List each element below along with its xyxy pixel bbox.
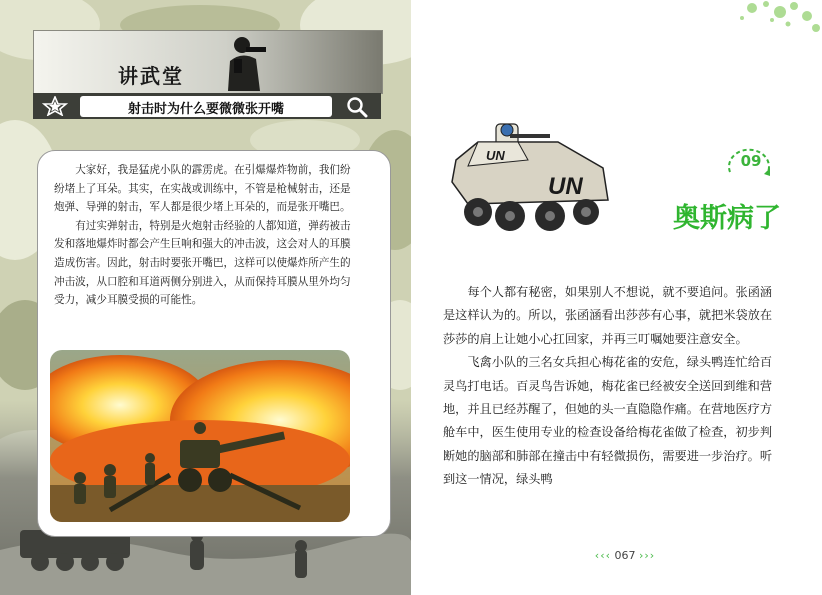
search-icon <box>345 96 369 118</box>
page-arrows-left: ‹‹‹ <box>594 549 611 562</box>
subtitle: 射击时为什么要微微张开嘴 <box>127 102 284 117</box>
chapter-title: 奥斯病了 <box>673 203 781 234</box>
left-paragraph-1: 大家好，我是猛虎小队的霹雳虎。在引爆爆炸物前，我们纷纷堵上了耳朵。其实，在实战或训练中，不管是枪械射击，还是炮弹、导弹的射击，军人都是很少堵上耳朵的，而是张开嘴巴。 <box>54 164 351 214</box>
page-number-value: 067 <box>614 549 636 562</box>
vehicle-un-text: UN <box>548 173 583 200</box>
story-paragraph-1: 每个人都有秘密，如果别人不想说，就不要追问。张函涵是这样认为的。所以，张函涵看出莎莎有心事，就把米袋放在莎莎的肩上让她小心扛回家，并再三叮嘱她要注意安全。 <box>443 285 773 346</box>
story-text <box>443 281 783 492</box>
page-number <box>577 549 673 562</box>
vehicle-un-small-text: UN <box>486 148 505 163</box>
chapter-number: 09 <box>740 152 762 170</box>
star-badge-icon <box>42 96 68 116</box>
section-title: 讲武堂 <box>118 64 184 88</box>
left-paragraph-2: 有过实弹射击，特别是火炮射击经验的人都知道，弹药被击发和落地爆炸时都会产生巨响和强大的冲击波，这会对人的耳膜造成伤害。因此，射击时要张开嘴巴，这样可以使爆炸所产生的冲击波，从口腔和耳道两侧分别进入，从而保持耳膜从里外均匀受力，减少耳膜受损的可能性。 <box>54 219 351 307</box>
green-splash-decoration <box>732 0 822 35</box>
un-armored-vehicle-icon <box>448 120 628 240</box>
story-paragraph-2: 飞禽小队的三名女兵担心梅花雀的安危，绿头鸭连忙给百灵鸟打电话。百灵鸟告诉她，梅花雀已经被安全送回到维和营地，并且已经苏醒了，但她的头一直隐隐作痛。在营地医疗方舱车中，医生使用专业的检查设备给梅花雀做了检查，初步判断她的脑部和肺部在撞击中有轻微损伤，需要进一步治疗。听到这一情况，绿头鸭 <box>443 355 773 487</box>
left-body-text <box>54 161 354 310</box>
artillery-firing-photo <box>50 350 350 522</box>
page-arrows-right: ››› <box>639 549 656 562</box>
